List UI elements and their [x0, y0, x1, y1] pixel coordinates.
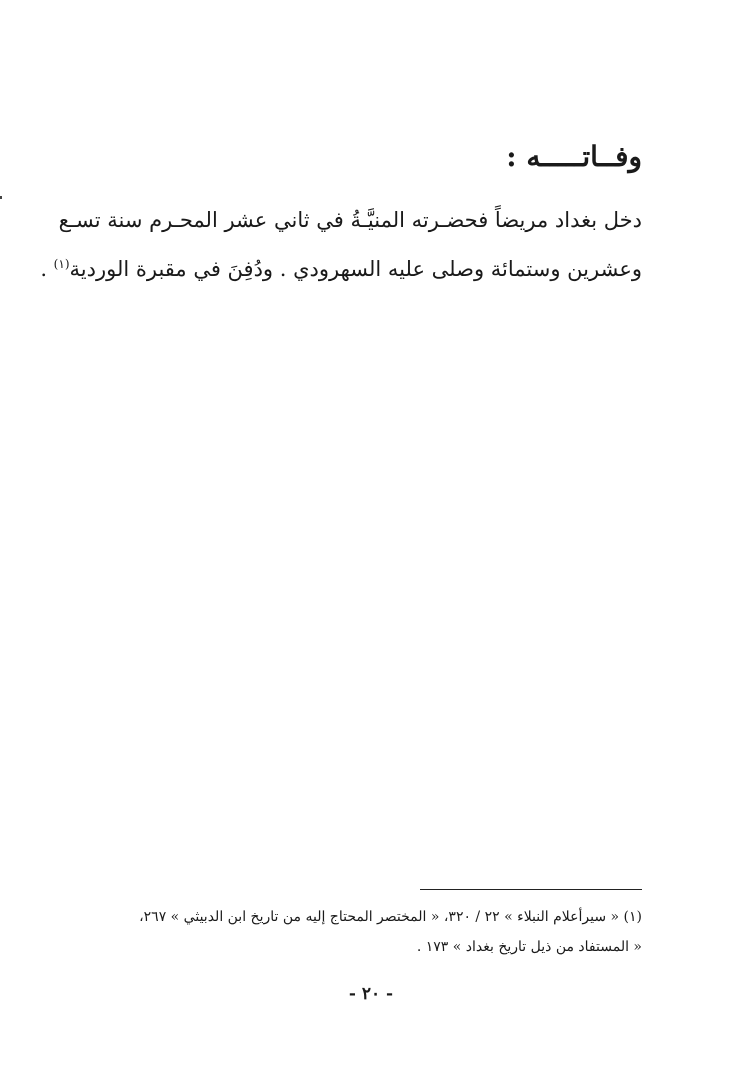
body-line-1: دخل بغداد مريضاً فحضـرته المنيَّـةُ في ثاني عشر المحـرم سنة تسـع — [58, 208, 642, 232]
footnote-line-2: « المستفاد من ذيل تاريخ بغداد » ١٧٣ . — [416, 939, 642, 955]
page-number: - ٢٠ - — [348, 984, 394, 1004]
body-line-2-text: وعشرين وستمائة وصلى عليه السهرودي . ودُفِنَ في مقبرة الوردية — [69, 257, 642, 281]
footnote-line-1: (١) « سيرأعلام النبلاء » ٢٢ / ٣٢٠، « المختصر المحتاج إليه من تاريخ ابن الدبيثي » ٢٦٧، — [139, 909, 642, 925]
body-paragraph — [40, 198, 642, 291]
scan-edge-mark — [0, 196, 2, 199]
footnote-reference: (١) — [53, 257, 70, 271]
section-heading: وفــاتـــــه : — [506, 140, 642, 173]
footnote-divider — [420, 889, 642, 890]
footnotes — [97, 902, 642, 962]
body-line-2-end: . — [40, 257, 54, 281]
body-line-2 — [40, 242, 642, 291]
